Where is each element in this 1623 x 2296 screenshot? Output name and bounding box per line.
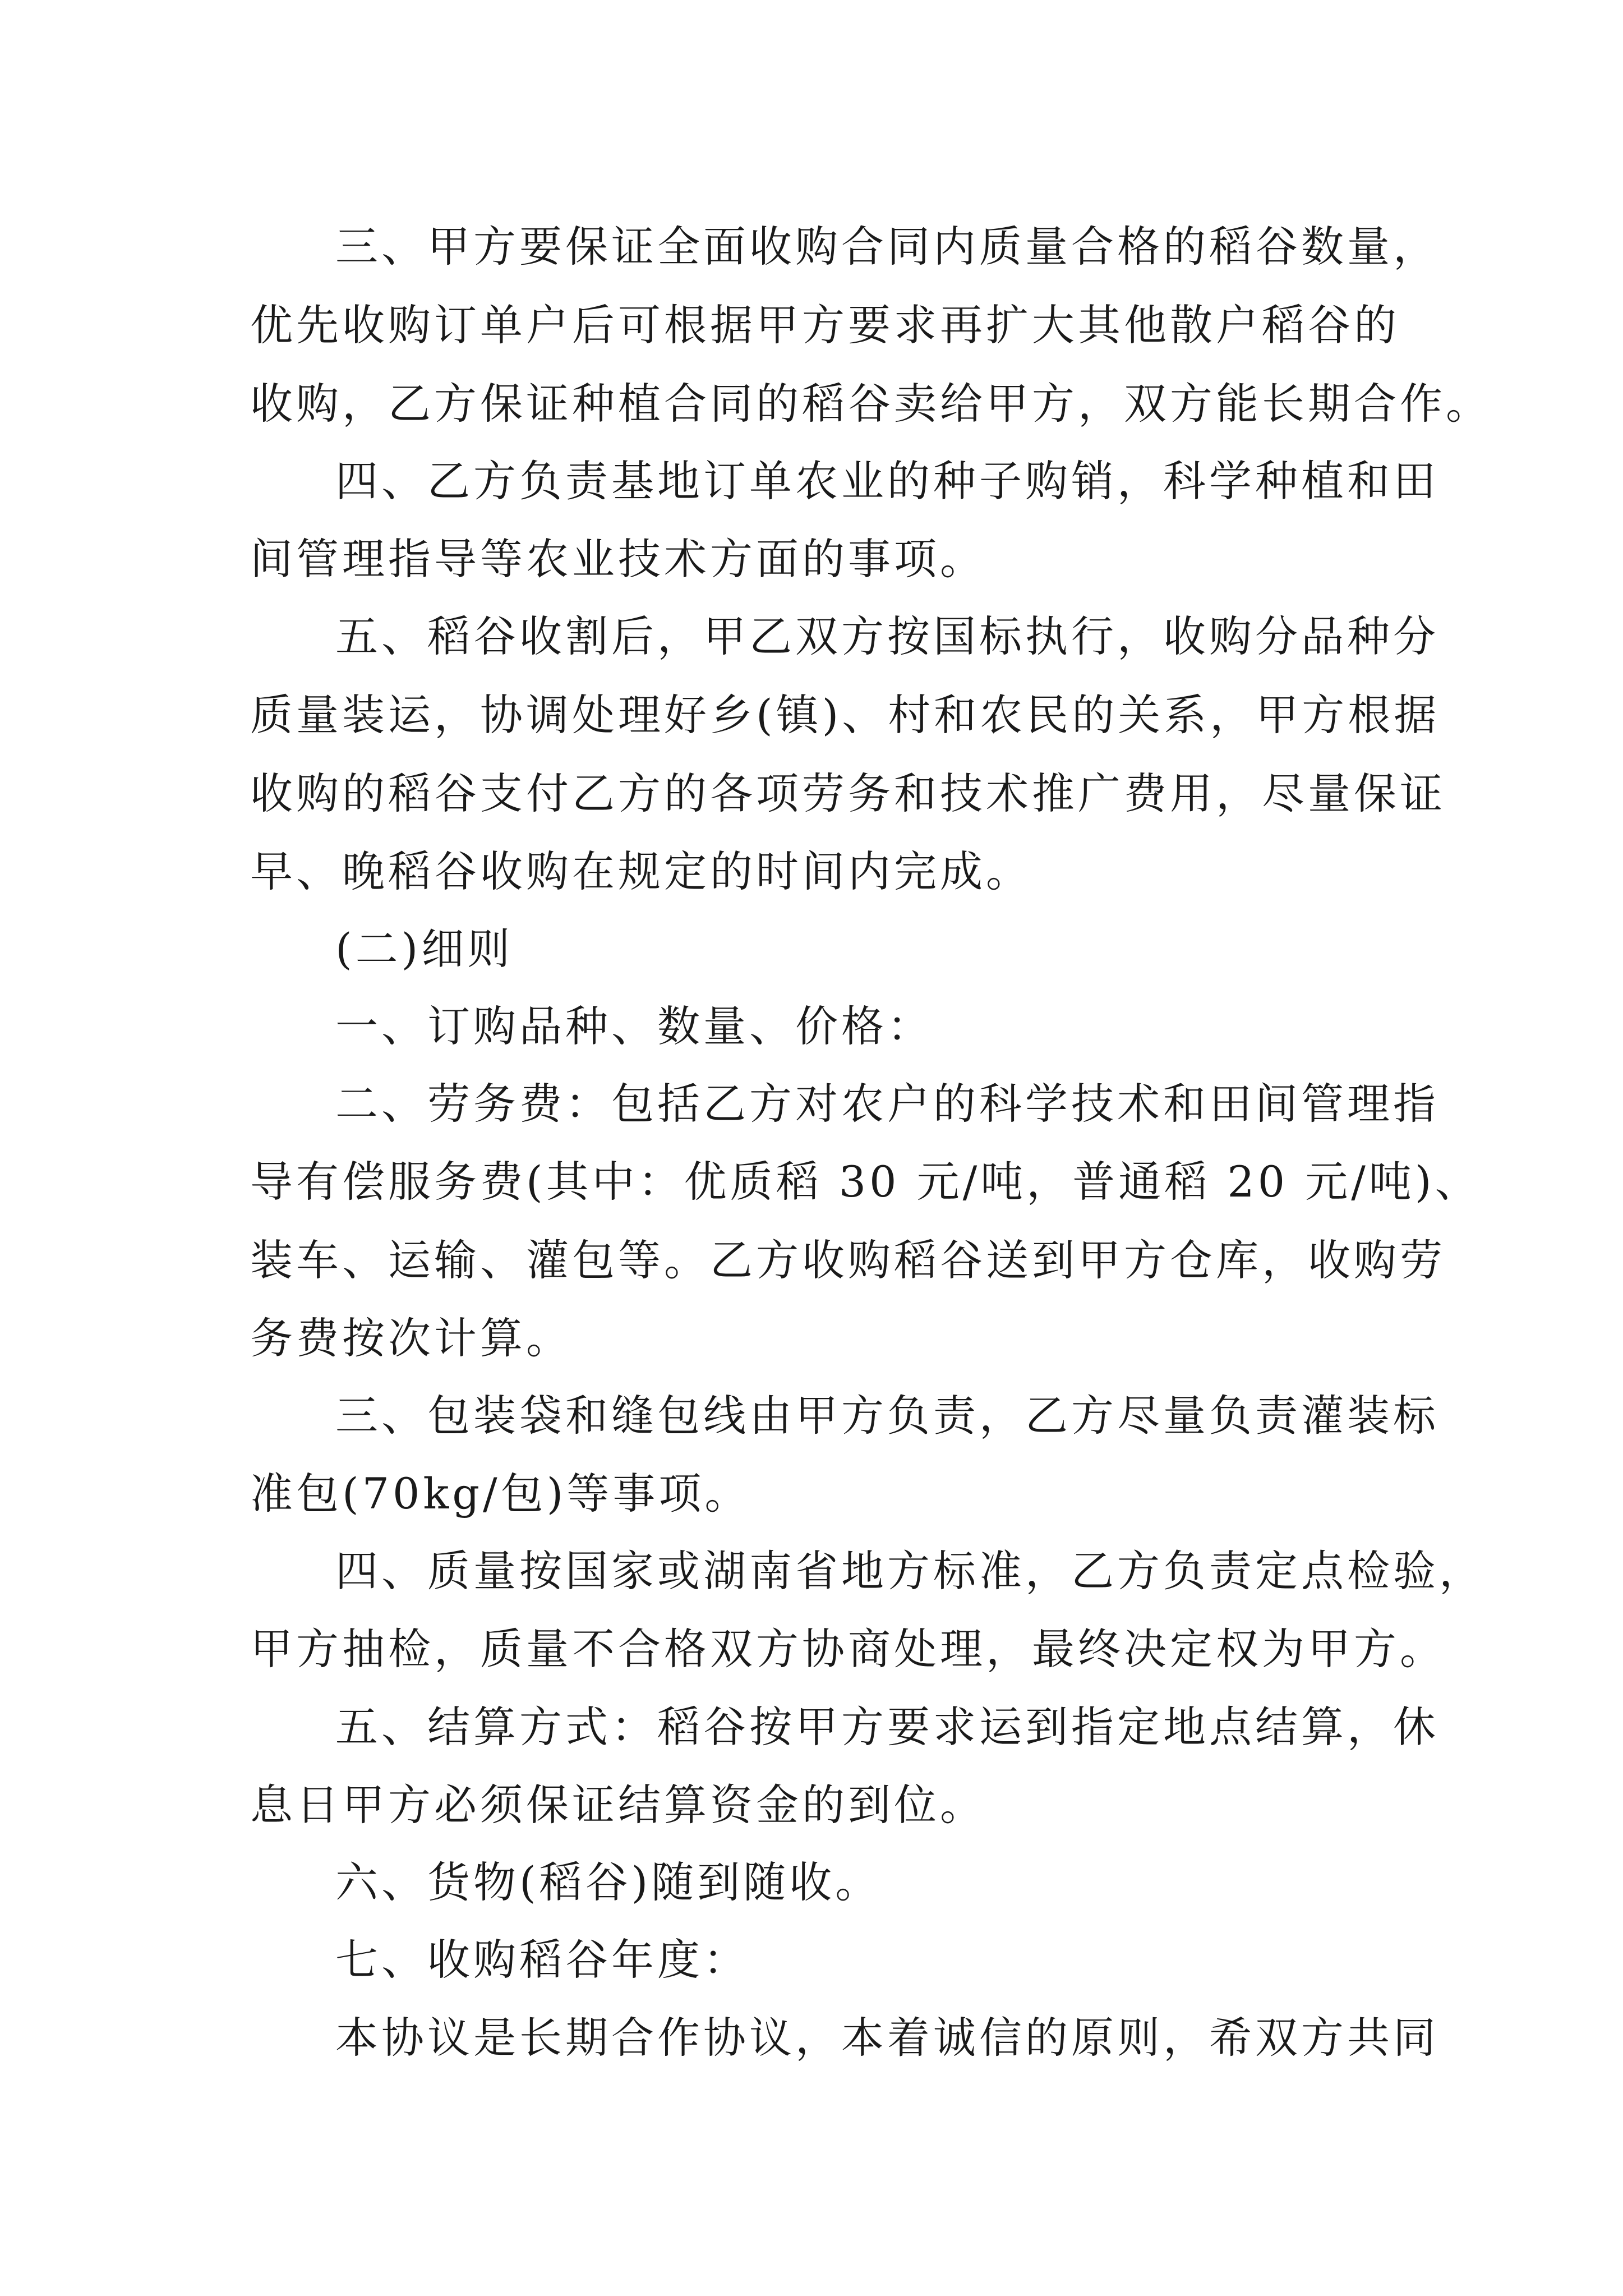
text-line: 质量装运，协调处理好乡(镇)、村和农民的关系，甲方根据 [250,690,1440,740]
text-line: 收购，乙方保证种植合同的稻谷卖给甲方，双方能长期合作。 [250,379,1492,429]
text-line: 导有偿服务费(其中：优质稻 30 元/吨，普通稻 20 元/吨)、 [250,1157,1481,1207]
text-line: 收购的稻谷支付乙方的各项劳务和技术推广费用，尽量保证 [250,769,1446,818]
text-line: 早、晚稻谷收购在规定的时间内完成。 [250,846,1032,896]
text-line: 准包(70kg/包)等事项。 [250,1469,751,1519]
text-line: 四、乙方负责基地订单农业的种子购销，科学种植和田 [335,456,1439,506]
text-line: 装车、运输、灌包等。乙方收购稻谷送到甲方仓库，收购劳 [250,1235,1446,1285]
text-line: 务费按次计算。 [250,1313,572,1363]
text-line: 二、劳务费：包括乙方对农户的科学技术和田间管理指 [335,1079,1439,1129]
text-line: 本协议是长期合作协议，本着诚信的原则，希双方共同 [335,2013,1439,2063]
text-line: 五、稻谷收割后，甲乙双方按国标执行，收购分品种分 [335,611,1439,661]
text-line: 四、质量按国家或湖南省地方标准，乙方负责定点检验， [335,1546,1485,1596]
text-line: 七、收购稻谷年度： [335,1935,749,1985]
text-line: 间管理指导等农业技术方面的事项。 [250,534,986,584]
text-line: 六、货物(稻谷)随到随收。 [335,1857,882,1907]
text-line: 三、包装袋和缝包线由甲方负责，乙方尽量负责灌装标 [335,1391,1439,1441]
text-line: 五、结算方式：稻谷按甲方要求运到指定地点结算，休 [335,1702,1439,1752]
text-line: 优先收购订单户后可根据甲方要求再扩大其他散户稻谷的 [250,300,1400,350]
section-heading: (二)细则 [335,924,514,974]
text-line: 息日甲方必须保证结算资金的到位。 [250,1780,986,1830]
text-line: 三、甲方要保证全面收购合同内质量合格的稻谷数量， [335,222,1439,272]
text-line: 一、订购品种、数量、价格： [335,1001,933,1051]
text-line: 甲方抽检，质量不合格双方协商处理，最终决定权为甲方。 [250,1624,1446,1674]
